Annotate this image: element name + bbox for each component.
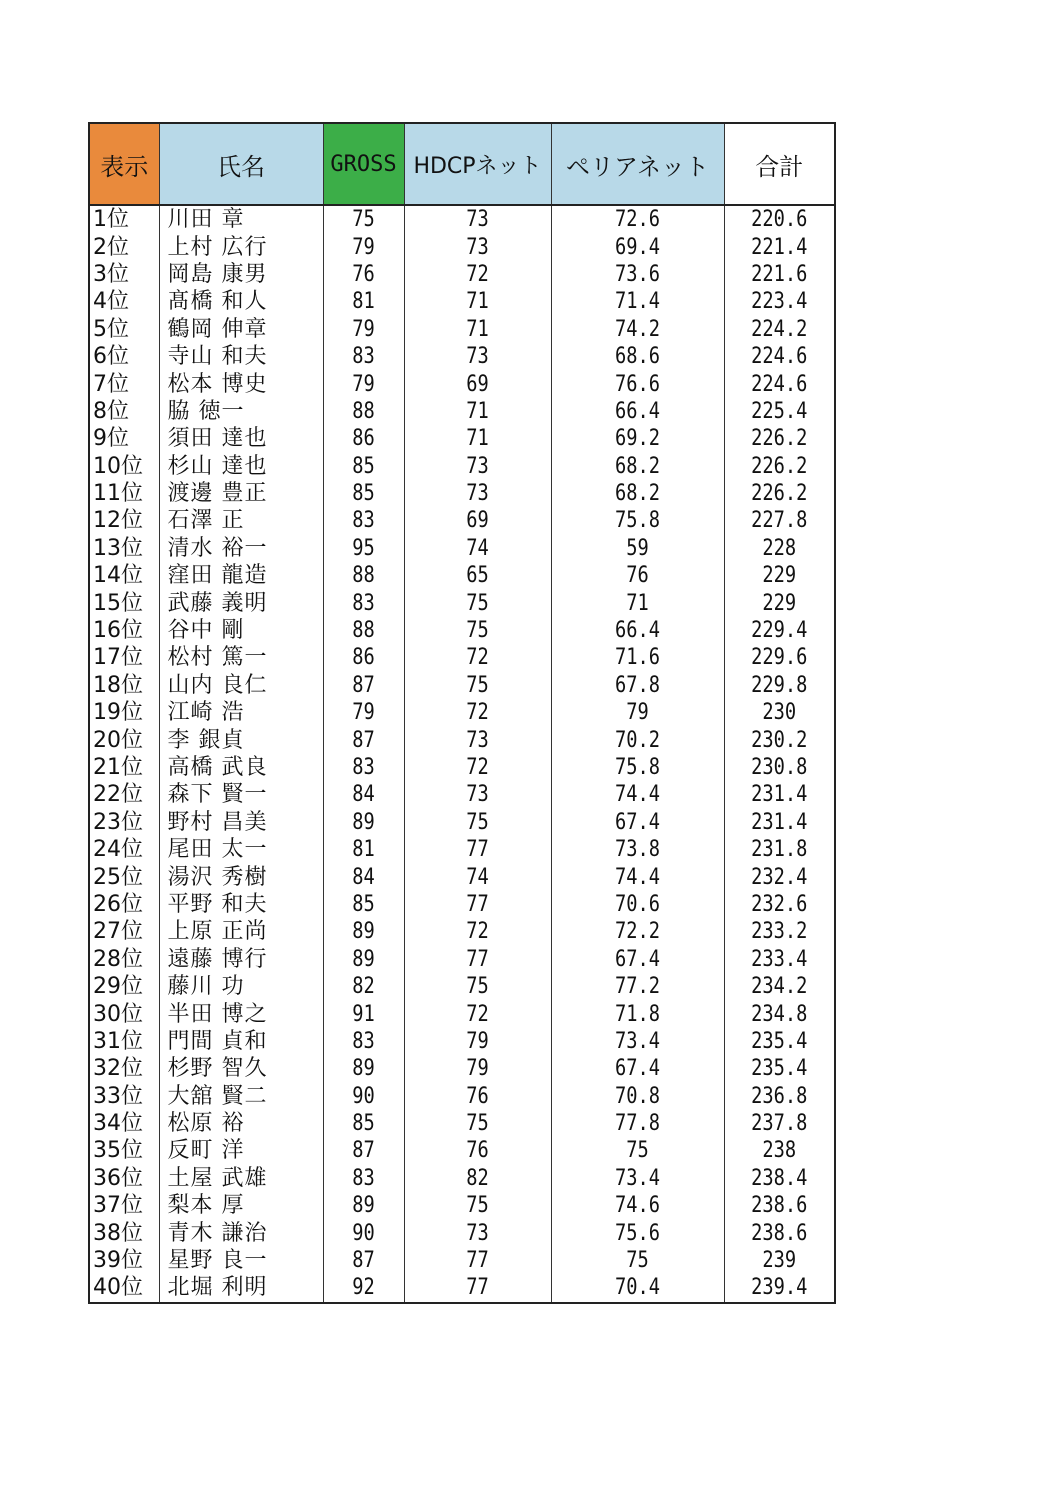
gross-cell: 75 [329,205,398,233]
gross-cell: 83 [329,343,398,370]
total-cell: 227.8 [732,507,826,534]
table-row [89,1274,835,1302]
total-cell: 231.4 [732,809,826,836]
name-cell: 川田 章 [159,205,323,233]
gross-cell: 86 [329,644,398,671]
total-cell: 238 [732,1137,826,1164]
header-total: 合計 [724,123,835,205]
rank-cell: 23位 [89,809,159,836]
gross-cell: 89 [329,918,398,945]
hdcp-net-cell: 73 [415,781,540,808]
name-cell: 尾田 太一 [159,836,323,863]
rank-cell: 15位 [89,589,159,616]
table-row [89,1165,835,1192]
peoria-net-cell: 67.4 [564,809,711,836]
name-cell: 上原 正尚 [159,918,323,945]
total-cell: 237.8 [732,1110,826,1137]
name-cell: 武藤 義明 [159,589,323,616]
rank-cell: 24位 [89,836,159,863]
hdcp-net-cell: 79 [415,1028,540,1055]
total-cell: 221.4 [732,233,826,260]
table-row [89,507,835,534]
rank-cell: 7位 [89,370,159,397]
rank-cell: 30位 [89,1000,159,1027]
name-cell: 反町 洋 [159,1137,323,1164]
gross-cell: 86 [329,425,398,452]
gross-cell: 83 [329,754,398,781]
table-row [89,370,835,397]
gross-cell: 79 [329,233,398,260]
table-row [89,1028,835,1055]
rank-cell: 28位 [89,946,159,973]
table-row [89,316,835,343]
name-cell: 松原 裕 [159,1110,323,1137]
gross-cell: 88 [329,398,398,425]
gross-cell: 95 [329,535,398,562]
rank-cell: 33位 [89,1083,159,1110]
gross-cell: 89 [329,1192,398,1219]
table-row [89,261,835,288]
table-row [89,863,835,890]
hdcp-net-cell: 73 [415,480,540,507]
rank-cell: 6位 [89,343,159,370]
peoria-net-cell: 77.2 [564,973,711,1000]
rank-cell: 12位 [89,507,159,534]
gross-cell: 79 [329,699,398,726]
gross-cell: 85 [329,891,398,918]
peoria-net-cell: 75.8 [564,754,711,781]
header-hdcp-net: HDCPネット [404,123,551,205]
total-cell: 229.6 [732,644,826,671]
table-row [89,726,835,753]
hdcp-net-cell: 77 [415,946,540,973]
name-cell: 杉野 智久 [159,1055,323,1082]
table-row [89,1247,835,1274]
table-row [89,398,835,425]
peoria-net-cell: 74.4 [564,781,711,808]
name-cell: 江崎 浩 [159,699,323,726]
name-cell: 星野 良一 [159,1247,323,1274]
peoria-net-cell: 73.8 [564,836,711,863]
name-cell: 湯沢 秀樹 [159,863,323,890]
results-table [88,122,836,1304]
table-row [89,1055,835,1082]
hdcp-net-cell: 77 [415,891,540,918]
peoria-net-cell: 79 [564,699,711,726]
hdcp-net-cell: 73 [415,453,540,480]
name-cell: 平野 和夫 [159,891,323,918]
total-cell: 226.2 [732,453,826,480]
name-cell: 鶴岡 伸章 [159,316,323,343]
rank-cell: 26位 [89,891,159,918]
gross-cell: 82 [329,973,398,1000]
hdcp-net-cell: 73 [415,205,540,233]
total-cell: 229 [732,562,826,589]
rank-cell: 16位 [89,617,159,644]
rank-cell: 40位 [89,1274,159,1302]
table-header [89,123,835,205]
total-cell: 229.8 [732,672,826,699]
hdcp-net-cell: 77 [415,1274,540,1302]
total-cell: 239.4 [732,1274,826,1302]
rank-cell: 39位 [89,1247,159,1274]
peoria-net-cell: 73.6 [564,261,711,288]
hdcp-net-cell: 71 [415,425,540,452]
peoria-net-cell: 74.6 [564,1192,711,1219]
hdcp-net-cell: 72 [415,918,540,945]
total-cell: 233.2 [732,918,826,945]
table-row [89,1110,835,1137]
total-cell: 231.4 [732,781,826,808]
table-row [89,205,835,233]
table-row [89,1192,835,1219]
rank-cell: 21位 [89,754,159,781]
rank-cell: 29位 [89,973,159,1000]
rank-cell: 9位 [89,425,159,452]
gross-cell: 90 [329,1219,398,1246]
gross-cell: 83 [329,589,398,616]
header-name: 氏名 [159,123,323,205]
hdcp-net-cell: 76 [415,1137,540,1164]
peoria-net-cell: 68.6 [564,343,711,370]
total-cell: 230.2 [732,726,826,753]
name-cell: 杉山 達也 [159,453,323,480]
table-row [89,453,835,480]
rank-cell: 10位 [89,453,159,480]
total-cell: 225.4 [732,398,826,425]
rank-cell: 38位 [89,1219,159,1246]
name-cell: 青木 謙治 [159,1219,323,1246]
rank-cell: 37位 [89,1192,159,1219]
name-cell: 森下 賢一 [159,781,323,808]
gross-cell: 81 [329,288,398,315]
name-cell: 松本 博史 [159,370,323,397]
table-row [89,535,835,562]
header-rank: 表示 [89,123,159,205]
total-cell: 221.6 [732,261,826,288]
total-cell: 226.2 [732,480,826,507]
total-cell: 234.8 [732,1000,826,1027]
rank-cell: 36位 [89,1165,159,1192]
rank-cell: 11位 [89,480,159,507]
total-cell: 232.6 [732,891,826,918]
rank-cell: 22位 [89,781,159,808]
gross-cell: 85 [329,1110,398,1137]
peoria-net-cell: 69.2 [564,425,711,452]
name-cell: 髙橋 和人 [159,288,323,315]
hdcp-net-cell: 73 [415,343,540,370]
hdcp-net-cell: 75 [415,973,540,1000]
total-cell: 224.6 [732,343,826,370]
header-peoria-net: ペリアネット [551,123,724,205]
table-row [89,699,835,726]
hdcp-net-cell: 72 [415,699,540,726]
table-row [89,562,835,589]
total-cell: 228 [732,535,826,562]
hdcp-net-cell: 71 [415,316,540,343]
name-cell: 土屋 武雄 [159,1165,323,1192]
header-gross: GROSS [323,123,404,205]
rank-cell: 8位 [89,398,159,425]
gross-cell: 88 [329,617,398,644]
name-cell: 清水 裕一 [159,535,323,562]
table-row [89,918,835,945]
table-row [89,672,835,699]
hdcp-net-cell: 75 [415,617,540,644]
total-cell: 233.4 [732,946,826,973]
rank-cell: 13位 [89,535,159,562]
table-row [89,589,835,616]
total-cell: 229.4 [732,617,826,644]
peoria-net-cell: 75.8 [564,507,711,534]
peoria-net-cell: 74.4 [564,863,711,890]
total-cell: 224.6 [732,370,826,397]
gross-cell: 84 [329,781,398,808]
name-cell: 須田 達也 [159,425,323,452]
rank-cell: 2位 [89,233,159,260]
gross-cell: 85 [329,453,398,480]
peoria-net-cell: 76.6 [564,370,711,397]
name-cell: 窪田 龍造 [159,562,323,589]
gross-cell: 76 [329,261,398,288]
table-row [89,288,835,315]
hdcp-net-cell: 72 [415,1000,540,1027]
name-cell: 梨本 厚 [159,1192,323,1219]
peoria-net-cell: 67.8 [564,672,711,699]
hdcp-net-cell: 74 [415,863,540,890]
peoria-net-cell: 68.2 [564,453,711,480]
peoria-net-cell: 75 [564,1137,711,1164]
gross-cell: 87 [329,1137,398,1164]
table-row [89,343,835,370]
gross-cell: 87 [329,1247,398,1274]
hdcp-net-cell: 72 [415,754,540,781]
total-cell: 231.8 [732,836,826,863]
name-cell: 野村 昌美 [159,809,323,836]
table-row [89,946,835,973]
name-cell: 脇 徳一 [159,398,323,425]
peoria-net-cell: 71 [564,589,711,616]
hdcp-net-cell: 72 [415,644,540,671]
table-row [89,644,835,671]
total-cell: 238.6 [732,1219,826,1246]
peoria-net-cell: 59 [564,535,711,562]
gross-cell: 90 [329,1083,398,1110]
table-row [89,1083,835,1110]
peoria-net-cell: 69.4 [564,233,711,260]
name-cell: 北堀 利明 [159,1274,323,1302]
table-body [89,205,835,1303]
name-cell: 大舘 賢二 [159,1083,323,1110]
table-row [89,754,835,781]
hdcp-net-cell: 73 [415,726,540,753]
rank-cell: 14位 [89,562,159,589]
gross-cell: 89 [329,946,398,973]
table-row [89,1219,835,1246]
gross-cell: 87 [329,672,398,699]
table-row [89,809,835,836]
name-cell: 高橋 武良 [159,754,323,781]
peoria-net-cell: 66.4 [564,617,711,644]
rank-cell: 25位 [89,863,159,890]
gross-cell: 83 [329,1165,398,1192]
table-row [89,973,835,1000]
peoria-net-cell: 76 [564,562,711,589]
table-row [89,617,835,644]
table-row [89,1137,835,1164]
rank-cell: 17位 [89,644,159,671]
name-cell: 松村 篤一 [159,644,323,671]
peoria-net-cell: 70.2 [564,726,711,753]
name-cell: 渡邊 豊正 [159,480,323,507]
name-cell: 谷中 剛 [159,617,323,644]
rank-cell: 31位 [89,1028,159,1055]
total-cell: 224.2 [732,316,826,343]
hdcp-net-cell: 82 [415,1165,540,1192]
total-cell: 230.8 [732,754,826,781]
total-cell: 235.4 [732,1055,826,1082]
peoria-net-cell: 67.4 [564,946,711,973]
total-cell: 223.4 [732,288,826,315]
hdcp-net-cell: 75 [415,1110,540,1137]
gross-cell: 83 [329,507,398,534]
hdcp-net-cell: 65 [415,562,540,589]
name-cell: 石澤 正 [159,507,323,534]
rank-cell: 4位 [89,288,159,315]
hdcp-net-cell: 75 [415,809,540,836]
total-cell: 238.6 [732,1192,826,1219]
rank-cell: 18位 [89,672,159,699]
name-cell: 山内 良仁 [159,672,323,699]
peoria-net-cell: 75 [564,1247,711,1274]
hdcp-net-cell: 76 [415,1083,540,1110]
peoria-net-cell: 73.4 [564,1028,711,1055]
header-row [89,123,835,205]
hdcp-net-cell: 71 [415,398,540,425]
peoria-net-cell: 71.6 [564,644,711,671]
rank-cell: 3位 [89,261,159,288]
rank-cell: 32位 [89,1055,159,1082]
gross-cell: 88 [329,562,398,589]
total-cell: 229 [732,589,826,616]
peoria-net-cell: 71.4 [564,288,711,315]
peoria-net-cell: 70.6 [564,891,711,918]
hdcp-net-cell: 71 [415,288,540,315]
peoria-net-cell: 75.6 [564,1219,711,1246]
table-row [89,891,835,918]
hdcp-net-cell: 72 [415,261,540,288]
peoria-net-cell: 73.4 [564,1165,711,1192]
hdcp-net-cell: 75 [415,1192,540,1219]
gross-cell: 79 [329,316,398,343]
total-cell: 226.2 [732,425,826,452]
table-row [89,781,835,808]
peoria-net-cell: 70.8 [564,1083,711,1110]
peoria-net-cell: 66.4 [564,398,711,425]
rank-cell: 20位 [89,726,159,753]
table-row [89,233,835,260]
gross-cell: 81 [329,836,398,863]
hdcp-net-cell: 74 [415,535,540,562]
peoria-net-cell: 72.2 [564,918,711,945]
gross-cell: 79 [329,370,398,397]
table-row [89,836,835,863]
table-row [89,480,835,507]
hdcp-net-cell: 73 [415,233,540,260]
rank-cell: 1位 [89,205,159,233]
peoria-net-cell: 71.8 [564,1000,711,1027]
name-cell: 岡島 康男 [159,261,323,288]
table-row [89,1000,835,1027]
hdcp-net-cell: 77 [415,1247,540,1274]
gross-cell: 92 [329,1274,398,1302]
name-cell: 李 銀貞 [159,726,323,753]
gross-cell: 89 [329,1055,398,1082]
name-cell: 寺山 和夫 [159,343,323,370]
peoria-net-cell: 70.4 [564,1274,711,1302]
total-cell: 238.4 [732,1165,826,1192]
name-cell: 遠藤 博行 [159,946,323,973]
total-cell: 236.8 [732,1083,826,1110]
rank-cell: 19位 [89,699,159,726]
hdcp-net-cell: 69 [415,507,540,534]
hdcp-net-cell: 77 [415,836,540,863]
peoria-net-cell: 72.6 [564,205,711,233]
total-cell: 230 [732,699,826,726]
table-row [89,425,835,452]
hdcp-net-cell: 79 [415,1055,540,1082]
name-cell: 上村 広行 [159,233,323,260]
name-cell: 藤川 功 [159,973,323,1000]
peoria-net-cell: 77.8 [564,1110,711,1137]
hdcp-net-cell: 75 [415,589,540,616]
gross-cell: 91 [329,1000,398,1027]
peoria-net-cell: 67.4 [564,1055,711,1082]
gross-cell: 87 [329,726,398,753]
total-cell: 234.2 [732,973,826,1000]
rank-cell: 5位 [89,316,159,343]
name-cell: 門間 貞和 [159,1028,323,1055]
hdcp-net-cell: 69 [415,370,540,397]
total-cell: 235.4 [732,1028,826,1055]
total-cell: 232.4 [732,863,826,890]
peoria-net-cell: 68.2 [564,480,711,507]
rank-cell: 35位 [89,1137,159,1164]
total-cell: 239 [732,1247,826,1274]
gross-cell: 85 [329,480,398,507]
name-cell: 半田 博之 [159,1000,323,1027]
total-cell: 220.6 [732,205,826,233]
rank-cell: 34位 [89,1110,159,1137]
rank-cell: 27位 [89,918,159,945]
gross-cell: 84 [329,863,398,890]
gross-cell: 83 [329,1028,398,1055]
hdcp-net-cell: 75 [415,672,540,699]
hdcp-net-cell: 73 [415,1219,540,1246]
peoria-net-cell: 74.2 [564,316,711,343]
gross-cell: 89 [329,809,398,836]
